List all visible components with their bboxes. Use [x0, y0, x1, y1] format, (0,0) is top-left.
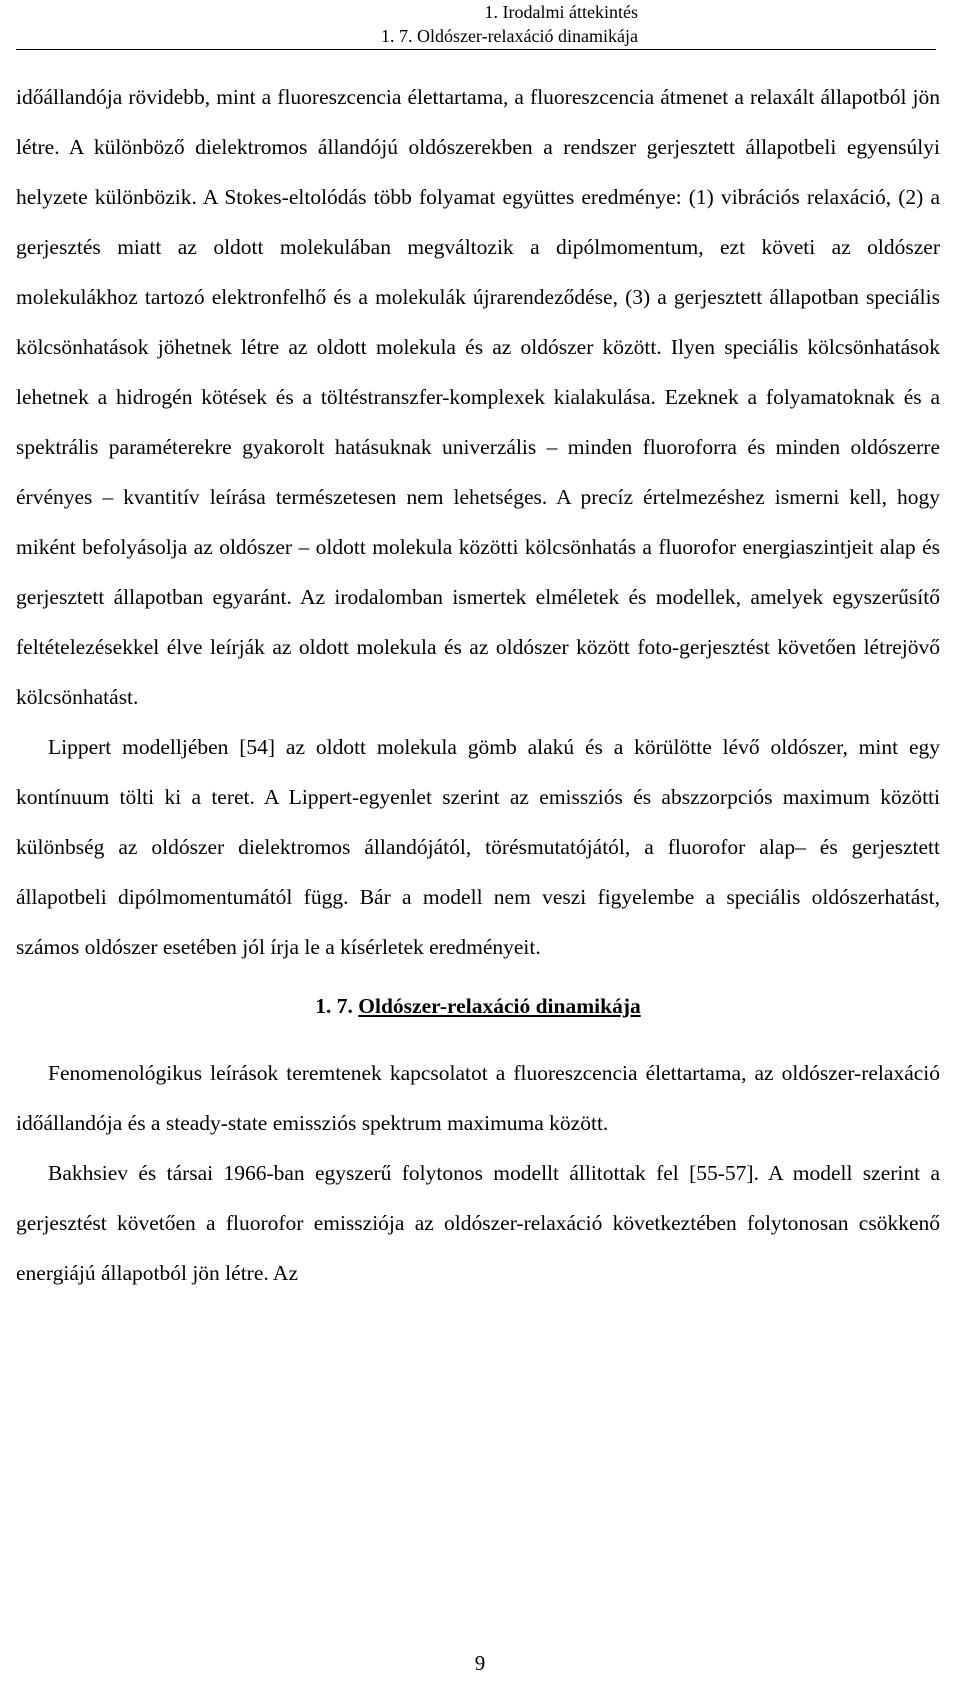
running-header	[78, 0, 638, 48]
section-number: 1. 7.	[315, 994, 353, 1018]
document-body	[16, 72, 940, 1298]
section-heading	[16, 978, 940, 1034]
paragraph-phenomenological: Fenomenológikus leírások teremtenek kapcsolatot a fluoreszcencia élettartama, az oldószer-relaxáció időállandója és a steady-state emissziós spektrum maximuma között.	[16, 1061, 940, 1135]
section-title: Oldószer-relaxáció dinamikája	[358, 994, 641, 1018]
running-header-chapter: 1. Irodalmi áttekintés	[484, 2, 638, 22]
paragraph-continuation: időállandója rövidebb, mint a fluoreszcencia élettartama, a fluoreszcencia átmenet a relaxált állapotból jön létre. A különböző dielektromos állandójú oldószerekben a rendszer gerjesztett állapotbeli egyensúlyi helyzete különbözik. A Stokes-eltolódás több folyamat együttes eredménye: (1) vibrációs relaxáció, (2) a gerjesztés miatt az oldott molekulában megváltozik a dipólmomentum, ezt követi az oldószer molekulákhoz tartozó elektronfelhő és a molekulák újrarendeződése, (3) a gerjesztett állapotban speciális kölcsönhatások jöhetnek létre az oldott molekula és az oldószer között. Ilyen speciális kölcsönhatások lehetnek a hidrogén kötések és a töltéstranszfer-komplexek kialakulása. Ezeknek a folyamatoknak és a spektrális paraméterekre gyakorolt hatásuknak univerzális – minden fluoroforra és minden oldószerre érvényes – kvantitív leírása természetesen nem lehetséges. A precíz értelmezéshez ismerni kell, hogy miként befolyásolja az oldószer – oldott molekula közötti kölcsönhatás a fluorofor energiaszintjeit alap és gerjesztett állapotban egyaránt. Az irodalomban ismertek elméletek és modellek, amelyek egyszerűsítő feltételezésekkel élve leírják az oldott molekula és az oldószer között foto-gerjesztést követően létrejövő kölcsönhatást.	[16, 85, 940, 709]
header-divider	[16, 49, 936, 50]
running-header-section: 1. 7. Oldószer-relaxáció dinamikája	[380, 26, 638, 46]
paragraph-bakhsiev: Bakhsiev és társai 1966-ban egyszerű folytonos modellt állitottak fel [55-57]. A modell szerint a gerjesztést követően a fluorofor emissziója az oldószer-relaxáció következtében folytonosan csökkenő energiájú állapotból jön létre. Az	[16, 1161, 940, 1285]
paragraph-lippert: Lippert modelljében [54] az oldott molekula gömb alakú és a körülötte lévő oldószer, mint egy kontínuum tölti ki a teret. A Lippert-egyenlet szerint az emissziós és abszzorpciós maximum közötti különbség az oldószer dielektromos állandójától, törésmutatójától, a fluorofor alap– és gerjesztett állapotbeli dipólmomentumától függ. Bár a modell nem veszi figyelembe a speciális oldószerhatást, számos oldószer esetében jól írja le a kísérletek eredményeit.	[16, 735, 940, 959]
page-number: 9	[474, 1651, 486, 1675]
